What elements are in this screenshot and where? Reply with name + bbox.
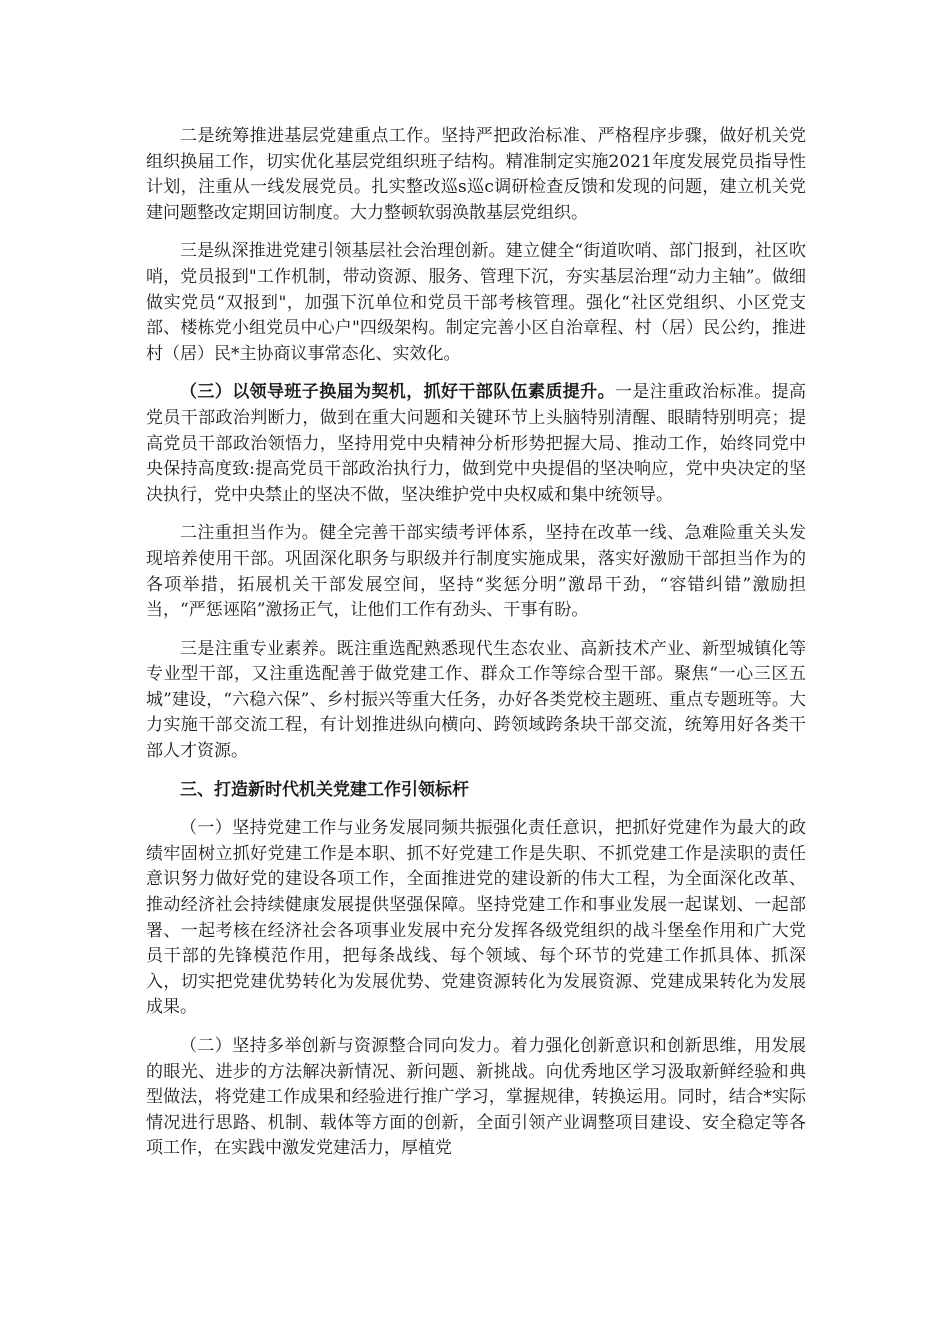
paragraph-grassroots-key-work: 二是统筹推进基层党建重点工作。坚持严把政治标准、严格程序步骤，做好机关党组织换届工作，切实优化基层党组织班子结构。精准制定实施2021年度发展党员指导性计划，注重从一线发展党员。扎实整改巡s巡c调研检查反馈和发现的问题，建立机关党建问题整改定期回访制度。大力整顿软弱涣散基层党组织。 xyxy=(146,126,806,223)
document-body xyxy=(146,124,806,1175)
paragraph-lead-body: 一是注重政治标准。提高党员干部政治判断力，做到在重大问题和关键环节上头脑特别清醒、眼睛特别明亮；提高党员干部政治领悟力，坚持用党中央精神分析形势把握大局、推动工作，始终同党中央保持高度致:提高党员干部政治执行力，做到党中央提倡的坚决响应，党中央决定的坚决执行，党中央禁止的坚决不做，坚决维护党中央权威和集中统领导。 xyxy=(146,382,806,505)
paragraph-party-business-sync: （一）坚持党建工作与业务发展同频共振强化责任意识，把抓好党建作为最大的政绩牢固树立抓好党建工作是本职、抓不好党建工作是失职、不抓党建工作是渎职的责任意识努力做好党的建设各项工作，全面推进党的建设新的伟大工程，为全面深化改革、推动经济社会持续健康发展提供坚强保障。坚持党建工作和事业发展一起谋划、一起部署、一起考核在经济社会各项事业发展中充分发挥各级党组织的战斗堡垒作用和广大党员干部的先锋模范作用，把每条战线、每个领域、每个环节的党建工作抓具体、抓深入，切实把党建优势转化为发展优势、党建资源转化为发展资源、党建成果转化为发展成果。 xyxy=(146,818,806,1018)
paragraph-lead-heading: （三）以领导班子换届为契机，抓好干部队伍素质提升。 xyxy=(180,382,615,403)
paragraph-professional-quality: 三是注重专业素养。既注重选配熟悉现代生态农业、高新技术产业、新型城镇化等专业型干部，又注重选配善于做党建工作、群众工作等综合型干部。聚焦“一心三区五城”建设，“六稳六保”、乡村振兴等重大任务，办好各类党校主题班、重点专题班等。大力实施干部交流工程，有计划推进纵向横向、跨领域跨条块干部交流，统筹用好各类干部人才资源。 xyxy=(146,638,806,762)
paragraph-innovation-integration: （二）坚持多举创新与资源整合同向发力。着力强化创新意识和创新思维，用发展的眼光、进步的方法解决新情况、新问题、新挑战。向优秀地区学习汲取新鲜经验和典型做法，将党建工作成果和经验进行推广学习，掌握规律，转换运用。同时，结合*实际情况进行思路、机制、载体等方面的创新，全面引领产业调整项目建设、安全稳定等各项工作，在实践中激发党建活力，厚植党 xyxy=(146,1036,806,1159)
paragraph-leadership-renewal xyxy=(146,380,806,508)
section-heading: 三、打造新时代机关党建工作引领标杆 xyxy=(180,779,469,800)
paragraph-social-governance: 三是纵深推进党建引领基层社会治理创新。建立健全“街道吹哨、部门报到，社区吹哨，党员报到"工作机制，带动资源、服务、管理下沉，夯实基层治理“动力主轴”。做细做实党员“双报到"，加强下沉单位和党员干部考核管理。强化“社区党组织、小区党支部、楼栋党小组党员中心户"四级架构。制定完善小区自治章程、村（居）民公约，推进村（居）民*主协商议事常态化、实效化。 xyxy=(146,241,806,364)
paragraph-responsibility: 二注重担当作为。健全完善干部实绩考评体系，坚持在改革一线、急难险重关头发现培养使用干部。巩固深化职务与职级并行制度实施成果，落实好激励干部担当作为的各项举措，拓展机关干部发展空间，坚持“奖惩分明”激昂干劲，“容错纠错”激励担当，“严惩诬陷”激扬正气，让他们工作有劲头、干事有盼。 xyxy=(146,523,806,621)
